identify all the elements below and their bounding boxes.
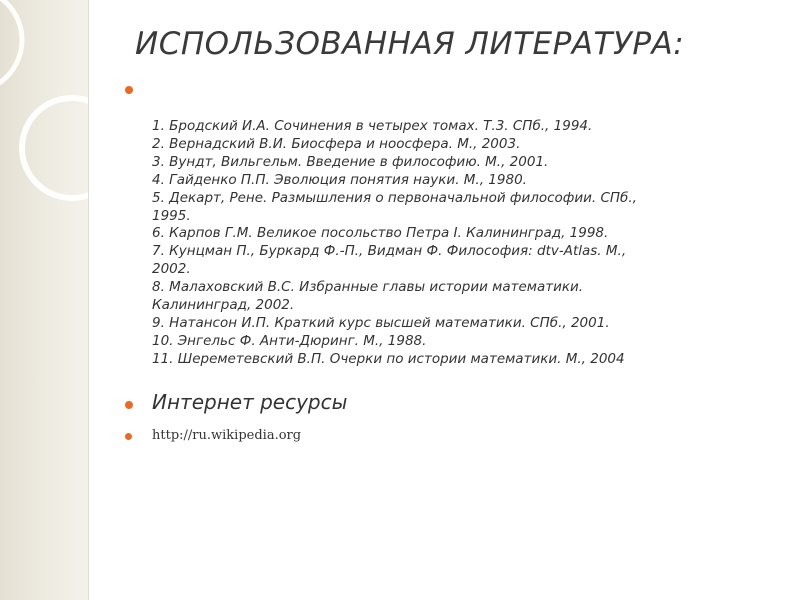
reference-line: 11. Шереметевский В.П. Очерки по истории математики. М., 2004 (152, 350, 625, 367)
reference-list (152, 118, 752, 369)
reference-line: 8. Малаховский В.С. Избранные главы истории математики. (152, 279, 584, 296)
decorative-ring-top (0, 0, 22, 92)
reference-line: 2. Вернадский В.И. Биосфера и ноосфера. М., 2003. (152, 135, 521, 152)
decorative-ring-middle (22, 98, 88, 198)
decorative-rings (0, 0, 88, 600)
internet-resources-heading: Интернет ресурсы (152, 390, 348, 414)
slide-title: ИСПОЛЬЗОВАННАЯ ЛИТЕРАТУРА: (135, 26, 685, 62)
reference-line: 7. Кунцман П., Буркард Ф.-П., Видман Ф. Философия: dtv-Atlas. М., (152, 243, 627, 260)
reference-line: 1995. (152, 207, 191, 224)
bullet-icon (125, 433, 132, 440)
reference-line: 5. Декарт, Рене. Размышления о первоначальной философии. СПб., (152, 189, 637, 206)
decorative-side-band (0, 0, 88, 600)
side-band-divider (88, 0, 89, 600)
reference-line: 9. Натансон И.П. Краткий курс высшей математики. СПб., 2001. (152, 314, 610, 331)
reference-line: 2002. (152, 261, 191, 278)
url-link[interactable]: http://ru.wikipedia.org (152, 428, 302, 443)
reference-line: 3. Вундт, Вильгельм. Введение в философию. М., 2001. (152, 153, 549, 170)
bullet-icon (125, 401, 133, 409)
reference-line: Калининград, 2002. (152, 297, 295, 314)
reference-line: 6. Карпов Г.М. Великое посольство Петра I. Калининград, 1998. (152, 225, 609, 242)
reference-line: 1. Бродский И.А. Сочинения в четырех томах. Т.3. СПб., 1994. (152, 118, 593, 134)
reference-line: 4. Гайденко П.П. Эволюция понятия науки. М., 1980. (152, 171, 527, 188)
bullet-icon (125, 86, 133, 94)
reference-line: 10. Энгельс Ф. Анти-Дюринг. М., 1988. (152, 332, 427, 349)
